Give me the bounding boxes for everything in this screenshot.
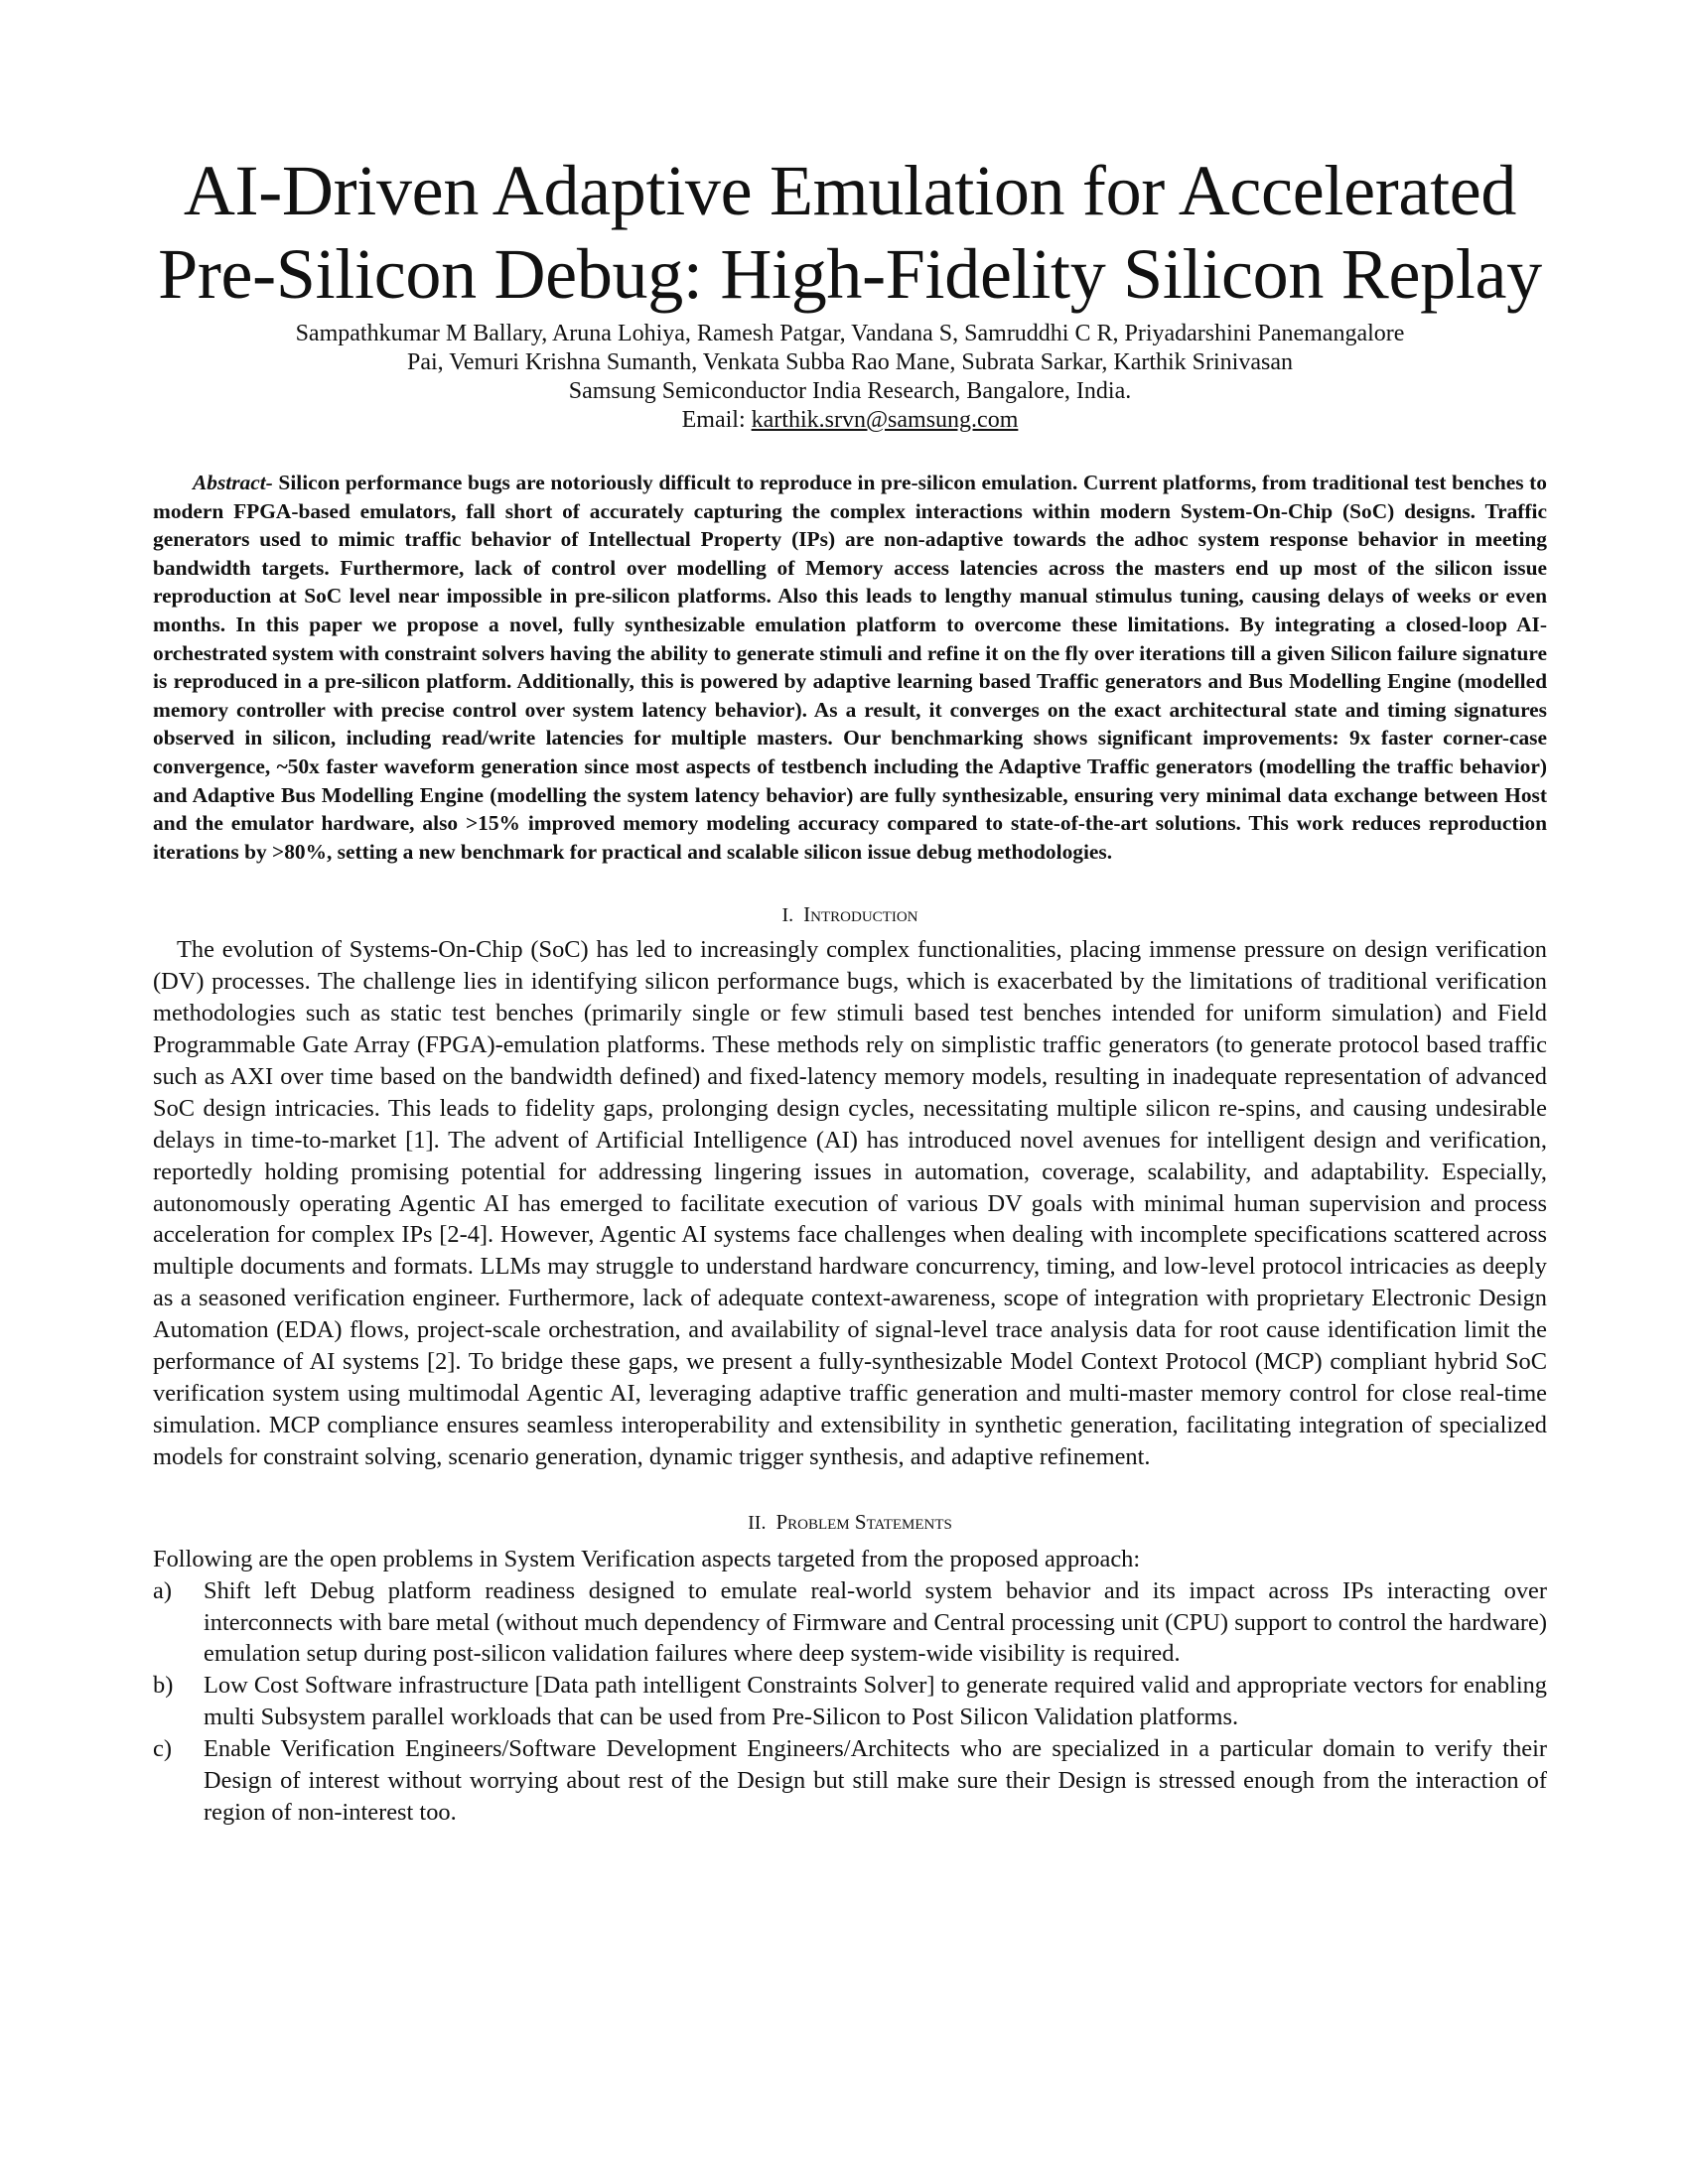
- section-title: Problem Statements: [775, 1509, 952, 1534]
- list-item-text: Low Cost Software infrastructure [Data path intelligent Constraints Solver] to generate required valid and appropriate vectors for enabling multi Subsystem parallel workloads that can be used from Pre-Silicon to Post Silicon Validation platforms.: [204, 1672, 1547, 1731]
- author-line-2: Pai, Vemuri Krishna Sumanth, Venkata Subba Rao Mane, Subrata Sarkar, Karthik Srinivasan: [407, 349, 1293, 375]
- problem-list: [153, 1575, 1547, 1829]
- list-item: [153, 1670, 1547, 1733]
- section-heading-problem-statements: [153, 1509, 1547, 1536]
- affiliation-line: Samsung Semiconductor India Research, Bangalore, India.: [568, 378, 1132, 404]
- list-marker: a): [153, 1576, 172, 1604]
- list-item: [153, 1575, 1547, 1671]
- list-item-text: Shift left Debug platform readiness designed to emulate real-world system behavior and its impact across IPs interacting over interconnects with bare metal (without much dependency of Firmware and Central processing unit (CPU) support to control the hardware) emulation setup during post-silicon validation failures where deep system-wide visibility is required.: [204, 1576, 1547, 1668]
- email-line: [153, 406, 1547, 435]
- paper-page: [153, 149, 1547, 1829]
- paper-title: [153, 149, 1547, 316]
- list-marker: b): [153, 1672, 174, 1700]
- problem-statements-lead: Following are the open problems in System Verification aspects targeted from the proposed approach:: [153, 1545, 1141, 1572]
- email-label: Email:: [681, 407, 752, 433]
- section-title: Introduction: [803, 902, 918, 927]
- list-marker: c): [153, 1735, 172, 1763]
- section-numeral: I.: [781, 904, 794, 927]
- title-line-2: Pre-Silicon Debug: High-Fidelity Silicon Replay: [158, 234, 1542, 314]
- section-numeral: II.: [748, 1511, 767, 1534]
- title-line-1: AI-Driven Adaptive Emulation for Accelerated: [183, 151, 1517, 230]
- abstract-text: Silicon performance bugs are notoriously difficult to reproduce in pre-silicon emulation. Current platforms, from traditional test benches to modern FPGA-based emulators, fall short of accurately capturing the complex interactions within modern System-On-Chip (SoC) designs. Traffic generators used to mimic traffic behavior of Intellectual Property (IPs) are non-adaptive towards the adhoc system response behavior in meeting bandwidth targets. Furthermore, lack of control over modelling of Memory access latencies across the masters end up most of the silicon issue reproduction at SoC level near impossible in pre-silicon platforms. Also this leads to lengthy manual stimulus tuning, causing delays of weeks or even months. In this paper we propose a novel, fully synthesizable emulation platform to overcome these limitations. By integrating a closed-loop AI-orchestrated system with constraint solvers having the ability to generate stimuli and refine it on the fly over iterations till a given Silicon failure signature is reproduced in a pre-silicon platform. Additionally, this is powered by adaptive learning based Traffic generators and Bus Modelling Engine (modelled memory controller with precise control over system latency behavior). As a result, it converges on the exact architectural state and timing signatures observed in silicon, including read/write latencies for multiple masters. Our benchmarking shows significant improvements: 9x faster corner-case convergence, ~50x faster waveform generation since most aspects of testbench including the Adaptive Traffic generators (modelling the traffic behavior) and Adaptive Bus Modelling Engine (modelling the system latency behavior) are fully synthesizable, ensuring very minimal data exchange between Host and the emulator hardware, also >15% improved memory modeling accuracy compared to state-of-the-art solutions. This work reduces reproduction iterations by >80%, setting a new benchmark for practical and scalable silicon issue debug methodologies.: [153, 471, 1547, 864]
- author-line-1: Sampathkumar M Ballary, Aruna Lohiya, Ramesh Patgar, Vandana S, Samruddhi C R, Priyadarshini Panemangalore: [295, 321, 1405, 346]
- email-link[interactable]: karthik.srvn@samsung.com: [751, 407, 1019, 433]
- abstract: [153, 469, 1547, 866]
- section-heading-introduction: [153, 901, 1547, 928]
- abstract-lead: Abstract-: [193, 471, 273, 494]
- list-item-text: Enable Verification Engineers/Software Development Engineers/Architects who are specialized in a particular domain to verify their Design of interest without worrying about rest of the Design but still make sure their Design is stressed enough from the interaction of region of non-interest too.: [204, 1735, 1547, 1826]
- list-item: [153, 1733, 1547, 1829]
- introduction-paragraph: The evolution of Systems-On-Chip (SoC) has led to increasingly complex functionalities, placing immense pressure on design verification (DV) processes. The challenge lies in identifying silicon performance bugs, which is exacerbated by the limitations of traditional verification methodologies such as static test benches (primarily single or few stimuli based test benches intended for uniform simulation) and Field Programmable Gate Array (FPGA)-emulation platforms. These methods rely on simplistic traffic generators (to generate protocol based traffic such as AXI over time based on the bandwidth defined) and fixed-latency memory models, resulting in inadequate representation of advanced SoC design intricacies. This leads to fidelity gaps, prolonging design cycles, necessitating multiple silicon re-spins, and causing undesirable delays in time-to-market [1]. The advent of Artificial Intelligence (AI) has introduced novel avenues for intelligent design and verification, reportedly holding promising potential for addressing lingering issues in automation, coverage, scalability, and adaptability. Especially, autonomously operating Agentic AI has emerged to facilitate execution of various DV goals with minimal human supervision and process acceleration for complex IPs [2-4]. However, Agentic AI systems face challenges when dealing with incomplete specifications scattered across multiple documents and formats. LLMs may struggle to understand hardware concurrency, timing, and low-level protocol intricacies as deeply as a seasoned verification engineer. Furthermore, lack of adequate context-awareness, scope of integration with proprietary Electronic Design Automation (EDA) flows, project-scale orchestration, and availability of signal-level trace analysis data for root cause identification limit the performance of AI systems [2]. To bridge these gaps, we present a fully-synthesizable Model Context Protocol (MCP) compliant hybrid SoC verification system using multimodal Agentic AI, leveraging adaptive traffic generation and multi-master memory control for close real-time simulation. MCP compliance ensures seamless interoperability and extensibility in synthetic generation, facilitating integration of specialized models for constraint solving, scenario generation, dynamic trigger synthesis, and adaptive refinement.: [153, 936, 1547, 1470]
- author-block: [153, 320, 1547, 435]
